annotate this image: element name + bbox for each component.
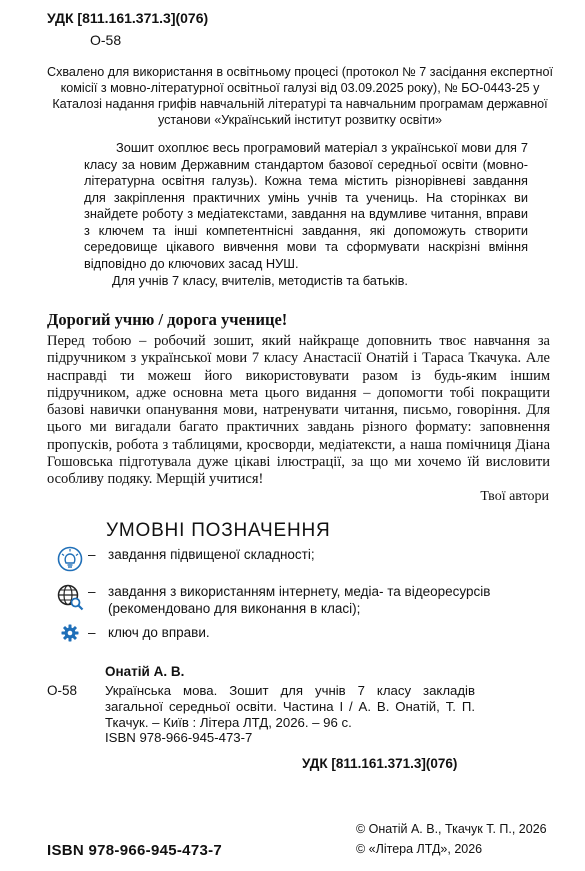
legend-text: ключ до вправи. [108, 625, 210, 640]
bibliography-description: Українська мова. Зошит для учнів 7 класу закладів загальної середньої освіти. Частина І / А. В. Онатій, Т. П. Ткачук. – Київ : Літера ЛТД, 2026. – 96 с. [105, 683, 475, 730]
bibliography-author: Онатій А. В. [105, 664, 185, 679]
authors-signature: Твої автори [480, 489, 549, 504]
bibliography-code: О-58 [47, 683, 78, 698]
bibliography-udk: УДК [811.161.371.3](076) [302, 756, 458, 771]
workbook-description: Зошит охоплює весь програмовий матеріал з української мови для 7 класу за новим Державним стандартом базової середньої освіти (мовно-літературна освітня галузь). Кожна тема містить різнорівневі завдання для закріплення практичних умінь учнів та учениць. На сторінках ви знайдете роботу з медіатекстами, завдання на вдумливе читання, вправи з ключем та інші компетентнісні завдання, які допоможуть створити середовище цікавого вивчення мови та сформувати наскрізні вміння відповідно до ключових засад НУШ. [84, 140, 528, 271]
globe-search-icon [52, 583, 88, 613]
udk-code: УДК [811.161.371.3](076) [47, 10, 209, 26]
greeting-body: Перед тобою – робочий зошит, який найкраще доповнить твоє навчання за підручником з української мови 7 класу Анастасії Онатій і Тараса Ткачука. Але насправді ти можеш його використовувати разом із будь-яким іншим підручником, адже основна мета цього видання – допомогти тобі покращити базові навички опанування мови, натренувати читання, письмо, говоріння. Для цього ми вигадали багато практичних завдань різного формату: заповнення пропусків, робота з таблицями, кросворди, медіатексти, а наша помічниця Діана Гошовська підготувала дуже цікаві ілюстрації, за що ми хочемо їй висловити особливу подяку. Мерщій учитися! [47, 333, 550, 488]
author-code: О-58 [90, 32, 122, 48]
lightbulb-head-icon [52, 546, 88, 576]
legend-dash: – [88, 625, 96, 640]
legend-dash: – [88, 547, 96, 562]
gear-icon [52, 624, 88, 654]
legend-text: завдання підвищеної складності; [108, 547, 315, 562]
legend-title: УМОВНІ ПОЗНАЧЕННЯ [106, 520, 331, 541]
approval-statement: Схвалено для використання в освітньому процесі (протокол № 7 засідання експертної комісії з мовно-літературної освітньої галузі від 03.09.2025 року), № БО-0443-25 у Каталозі надання грифів навчальній літературі та навчальним програмам державної установи «Український інститут розвитку освіти» [46, 65, 553, 127]
legend-item-key [52, 624, 498, 654]
audience-note: Для учнів 7 класу, вчителів, методистів та батьків. [112, 273, 408, 288]
legend-dash: – [88, 584, 96, 599]
isbn: ISBN 978-966-945-473-7 [47, 842, 223, 859]
copyright-authors: © Онатій А. В., Ткачук Т. П., 2026 [356, 822, 547, 836]
greeting-title: Дорогий учню / дорога ученице! [47, 310, 288, 329]
legend-item-internet [52, 583, 498, 617]
legend-item-difficult [52, 546, 498, 576]
bibliography-isbn: ISBN 978-966-945-473-7 [105, 730, 253, 745]
copyright-publisher: © «Літера ЛТД», 2026 [356, 842, 483, 856]
legend-text: завдання з використанням інтернету, медіа- та відеоресурсів (рекомендовано для виконання в класі); [108, 584, 491, 616]
